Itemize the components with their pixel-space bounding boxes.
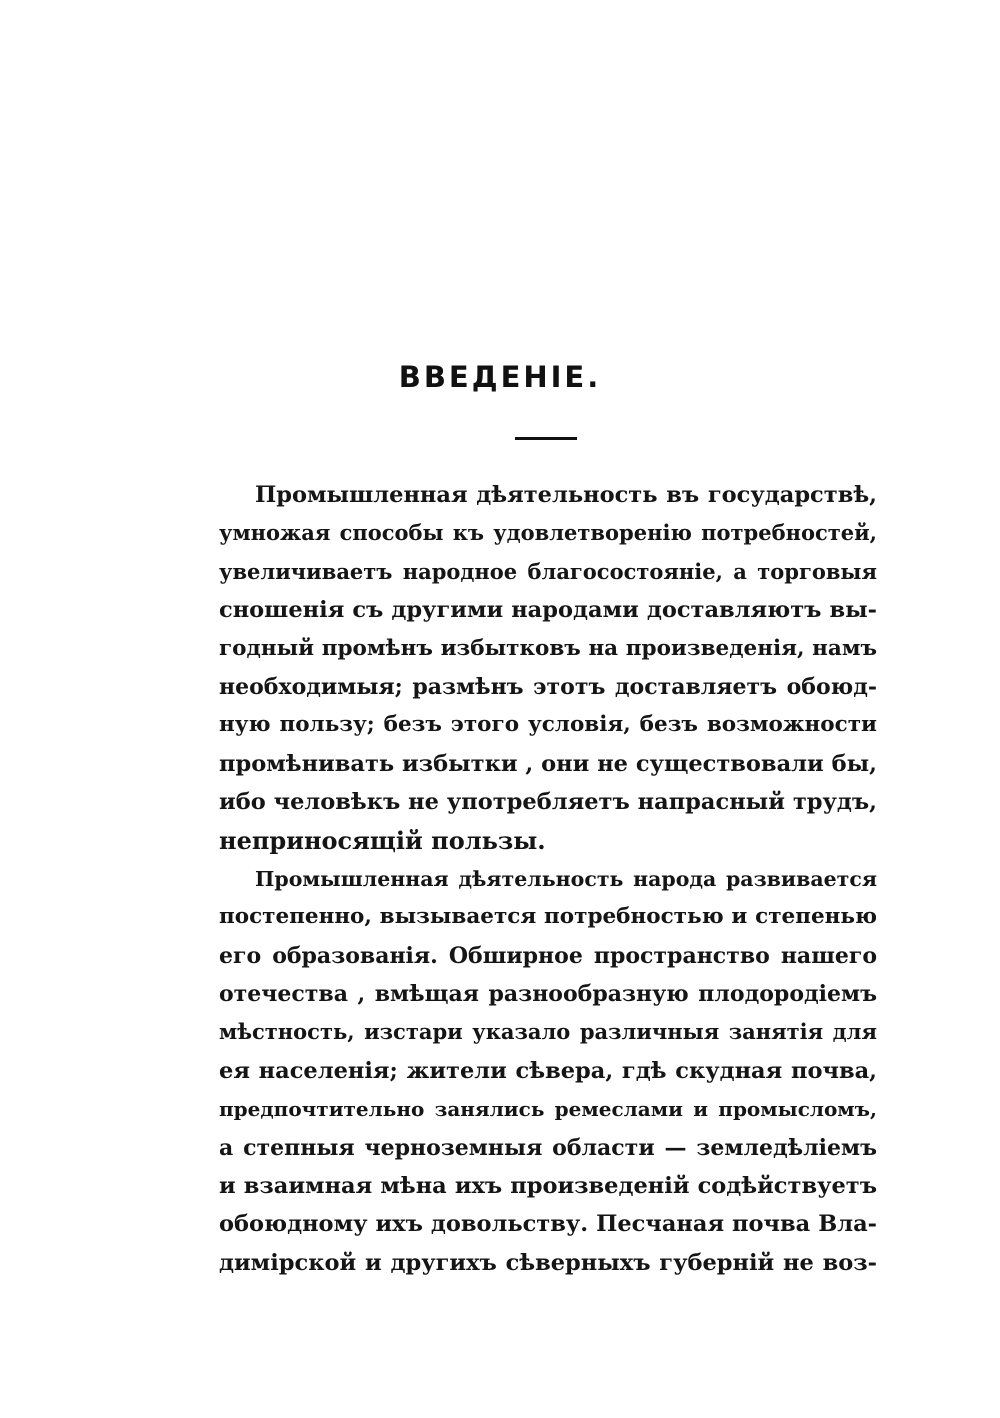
text-line: Промышленная дѣятельность народа развивается — [255, 866, 877, 891]
text-line: умножая способы къ удовлетворенію потребностей, — [219, 520, 877, 546]
text-line: сношенія съ другими народами доставляютъ вы- — [219, 597, 877, 624]
text-line: неприносящій пользы. — [219, 825, 546, 855]
text-line: Промышленная дѣятельность въ государствѣ, — [255, 482, 877, 508]
text-line: ибо человѣкъ не употребляетъ напрасный трудъ, — [219, 789, 877, 816]
body-text — [219, 476, 877, 1282]
text-line: постепенно, вызывается потребностью и степенью — [219, 904, 877, 930]
text-line: димірской и другихъ сѣверныхъ губерній не воз- — [219, 1249, 877, 1276]
text-line: годный промѣнъ избытковъ на произведенія, намъ — [219, 635, 877, 661]
text-line: мѣстность, изстари указало различныя занятія для — [219, 1019, 877, 1045]
text-line: увеличиваетъ народное благосостояніе, а торговыя — [219, 558, 877, 584]
text-line: его образованія. Обширное пространство нашего — [219, 942, 877, 969]
text-line: предпочтительно занялись ремеслами и промысломъ, — [219, 1097, 877, 1122]
text-line: ея населенія; жители сѣвера, гдѣ скудная почва, — [219, 1057, 877, 1084]
paragraph-1 — [219, 476, 877, 860]
text-line: а степныя черноземныя области — земледѣліемъ — [219, 1134, 877, 1161]
text-line: отечества , вмѣщая разнообразную плодородіемъ — [219, 981, 877, 1008]
text-line: и взаимная мѣна ихъ произведеній содѣйствуетъ — [219, 1173, 877, 1200]
text-line: ную пользу; безъ этого условія, безъ возможности — [219, 712, 877, 738]
text-line: обоюдному ихъ довольству. Песчаная почва Вла- — [219, 1211, 877, 1238]
text-line: необходимыя; размѣнъ этотъ доставляетъ обоюд- — [219, 673, 877, 700]
heading-rule — [515, 437, 577, 440]
text-line: промѣнивать избытки , они не существовали бы, — [219, 750, 877, 777]
chapter-heading: ВВЕДЕНІЕ. — [398, 360, 602, 394]
paragraph-2 — [219, 860, 877, 1282]
